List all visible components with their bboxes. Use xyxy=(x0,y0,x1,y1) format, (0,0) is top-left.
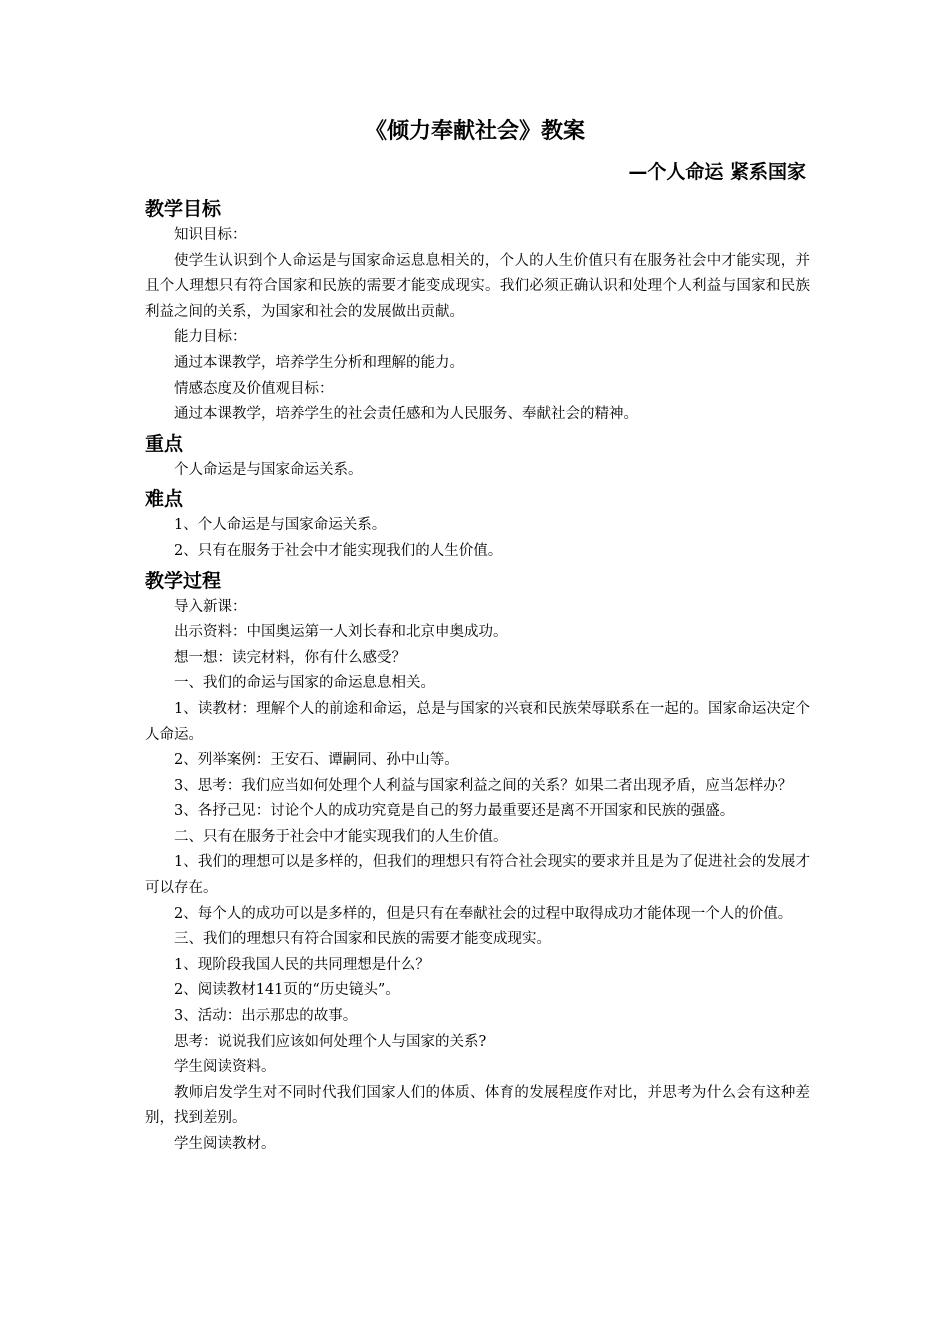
document-subtitle: —个人命运 紧系国家 xyxy=(628,161,806,183)
paragraph: 2、阅读教材141页的“历史镜头”。 xyxy=(174,982,400,999)
paragraph: 3、活动：出示那忠的故事。 xyxy=(174,1008,358,1025)
paragraph: 知识目标： xyxy=(174,227,247,243)
paragraph: 三、我们的理想只有符合国家和民族的需要才能变成现实。 xyxy=(174,931,551,948)
section-heading-teaching-objectives: 教学目标 xyxy=(145,198,222,220)
paragraph: 通过本课教学，培养学生的社会责任感和为人民服务、奉献社会的精神。 xyxy=(174,406,638,423)
paragraph: 通过本课教学，培养学生分析和理解的能力。 xyxy=(174,354,464,371)
document-body xyxy=(145,193,810,1158)
paragraph: 个人命运是与国家命运关系。 xyxy=(174,461,363,478)
document-title: 《倾力奉献社会》教案 xyxy=(364,119,585,144)
paragraph: 1、现阶段我国人民的共同理想是什么？ xyxy=(174,956,430,973)
paragraph: 二、只有在服务于社会中才能实现我们的人生价值。 xyxy=(174,828,508,845)
paragraph: 3、思考：我们应当如何处理个人利益与国家利益之间的关系？如果二者出现矛盾，应当怎样办？ xyxy=(174,777,793,794)
paragraph: 2、列举案例：王安石、谭嗣同、孙中山等。 xyxy=(174,752,459,769)
paragraph: 1、读教材：理解个人的前途和命运，总是与国家的兴衰和民族荣辱联系在一起的。国家命运决定个人命运。 xyxy=(145,700,810,743)
paragraph: 使学生认识到个人命运是与国家命运息息相关的，个人的人生价值只有在服务社会中才能实现，并且个人理想只有符合国家和民族的需要才能变成现实。我们必须正确认识和处理个人利益与国家和民族利益之间的关系，为国家和社会的发展做出贡献。 xyxy=(145,252,810,320)
paragraph: 一、我们的命运与国家的命运息息相关。 xyxy=(174,675,435,692)
paragraph: 2、只有在服务于社会中才能实现我们的人生价值。 xyxy=(174,542,503,559)
paragraph: 想一想：读完材料，你有什么感受？ xyxy=(174,649,406,666)
paragraph: 学生阅读资料。 xyxy=(174,1059,276,1076)
section-heading-teaching-process: 教学过程 xyxy=(145,569,222,592)
section-heading-key-points: 重点 xyxy=(145,432,184,455)
paragraph: 情感态度及价值观目标： xyxy=(174,380,334,397)
paragraph: 1、我们的理想可以是多样的，但我们的理想只有符合社会现实的要求并且是为了促进社会的发展才可以存在。 xyxy=(145,854,810,897)
paragraph: 教师启发学生对不同时代我们国家人们的体质、体育的发展程度作对比，并思考为什么会有这种差别，找到差别。 xyxy=(145,1084,810,1127)
section-heading-difficulties: 难点 xyxy=(145,488,184,511)
paragraph: 出示资料：中国奥运第一人刘长春和北京申奥成功。 xyxy=(174,624,508,641)
paragraph: 3、各抒己见：讨论个人的成功究竟是自己的努力最重要还是离不开国家和民族的强盛。 xyxy=(174,803,735,820)
paragraph: 思考：说说我们应该如何处理个人与国家的关系? xyxy=(174,1033,487,1050)
paragraph: 能力目标： xyxy=(174,329,247,346)
paragraph: 导入新课： xyxy=(174,598,247,615)
paragraph: 学生阅读教材。 xyxy=(174,1136,276,1152)
paragraph: 1、个人命运是与国家命运关系。 xyxy=(174,517,387,534)
paragraph: 2、每个人的成功可以是多样的，但是只有在奉献社会的过程中取得成功才能体现一个人的价值。 xyxy=(174,905,793,922)
